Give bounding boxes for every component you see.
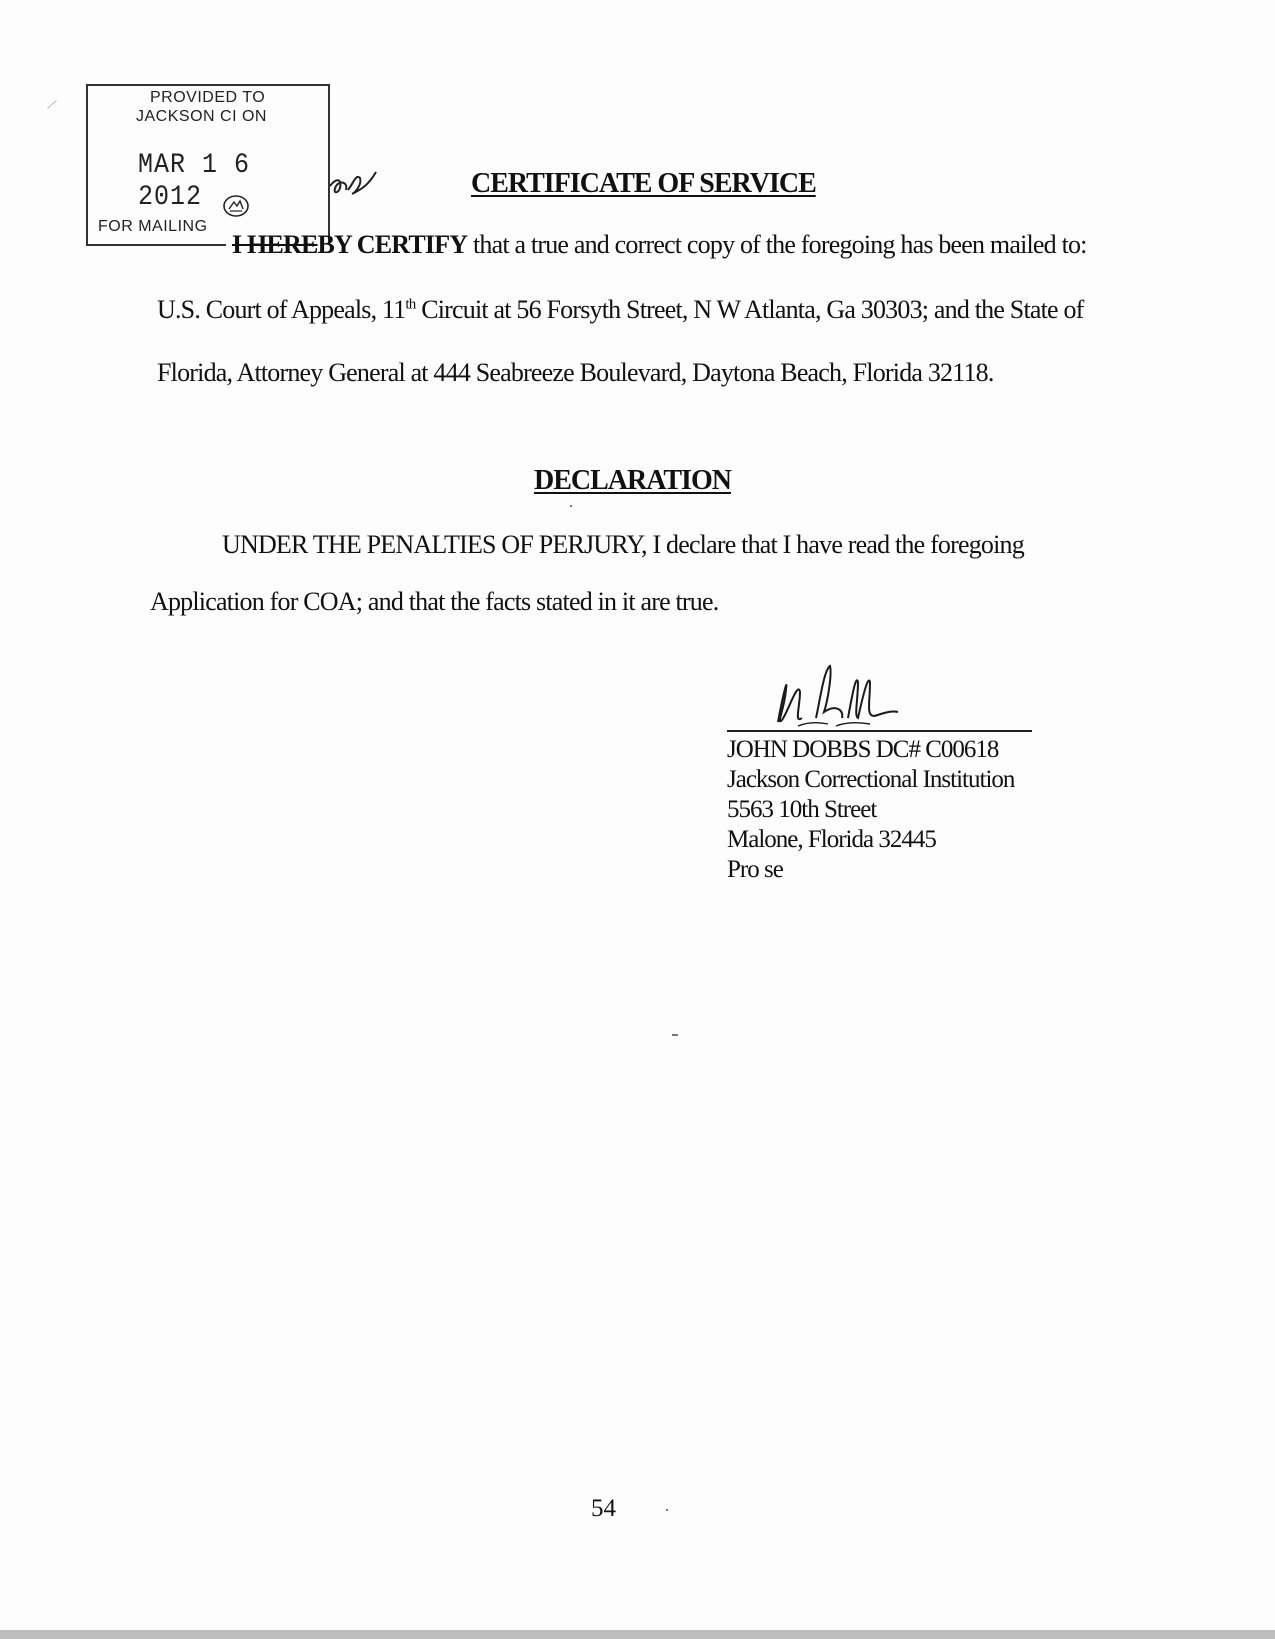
signer-city: Malone, Florida 32445 [727,826,936,853]
signature-rule [727,730,1032,732]
signer-name: JOHN DOBBS DC# C00618 [727,736,999,763]
stamp-bottom-rule [86,244,226,246]
signer-status: Pro se [727,856,783,883]
stamp-seal-icon [222,194,250,218]
declaration-heading: DECLARATION [534,465,731,496]
scan-bottom-edge [0,1630,1275,1639]
stamp-institution: JACKSON CI ON [136,108,267,125]
signature-block [727,735,1014,885]
certificate-line-1-rest: that a true and correct copy of the foregoing has been mailed to: [467,230,1087,259]
scan-speck [666,1509,668,1511]
stamp-date: MAR 1 6 2012 [138,149,251,213]
certificate-heading: CERTIFICATE OF SERVICE [471,168,816,199]
certificate-bold-lead: BY CERTIFY [317,230,468,259]
certificate-line-3: Florida, Attorney General at 444 Seabreeze Boulevard, Daytona Beach, Florida 32118. [157,358,994,387]
signer-institution: Jackson Correctional Institution [727,766,1015,793]
certificate-line-2-sup: th [405,296,416,313]
scan-speck [47,100,57,108]
declaration-line-2: Application for COA; and that the facts stated in it are true. [150,587,719,616]
stamp-for-mailing: FOR MAILING [98,218,208,235]
page-number: 54 [591,1495,616,1522]
stamp-provided-to: PROVIDED TO [150,89,266,106]
certificate-line-2-pre: U.S. Court of Appeals, 11 [157,295,406,324]
scan-speck [672,1034,678,1036]
mailing-stamp [86,84,330,244]
certificate-struck-lead: I HERE [232,230,318,259]
handwritten-initials [326,168,386,202]
certificate-line-1 [232,230,1087,260]
declaration-line-1: UNDER THE PENALTIES OF PERJURY, I declare that I have read the foregoing [222,530,1024,559]
certificate-line-2 [157,295,1084,325]
signer-street: 5563 10th Street [727,796,877,823]
handwritten-signature [758,660,908,732]
certificate-line-2-post: Circuit at 56 Forsyth Street, N W Atlanta, Ga 30303; and the State of [415,295,1084,324]
scan-speck [570,505,572,507]
